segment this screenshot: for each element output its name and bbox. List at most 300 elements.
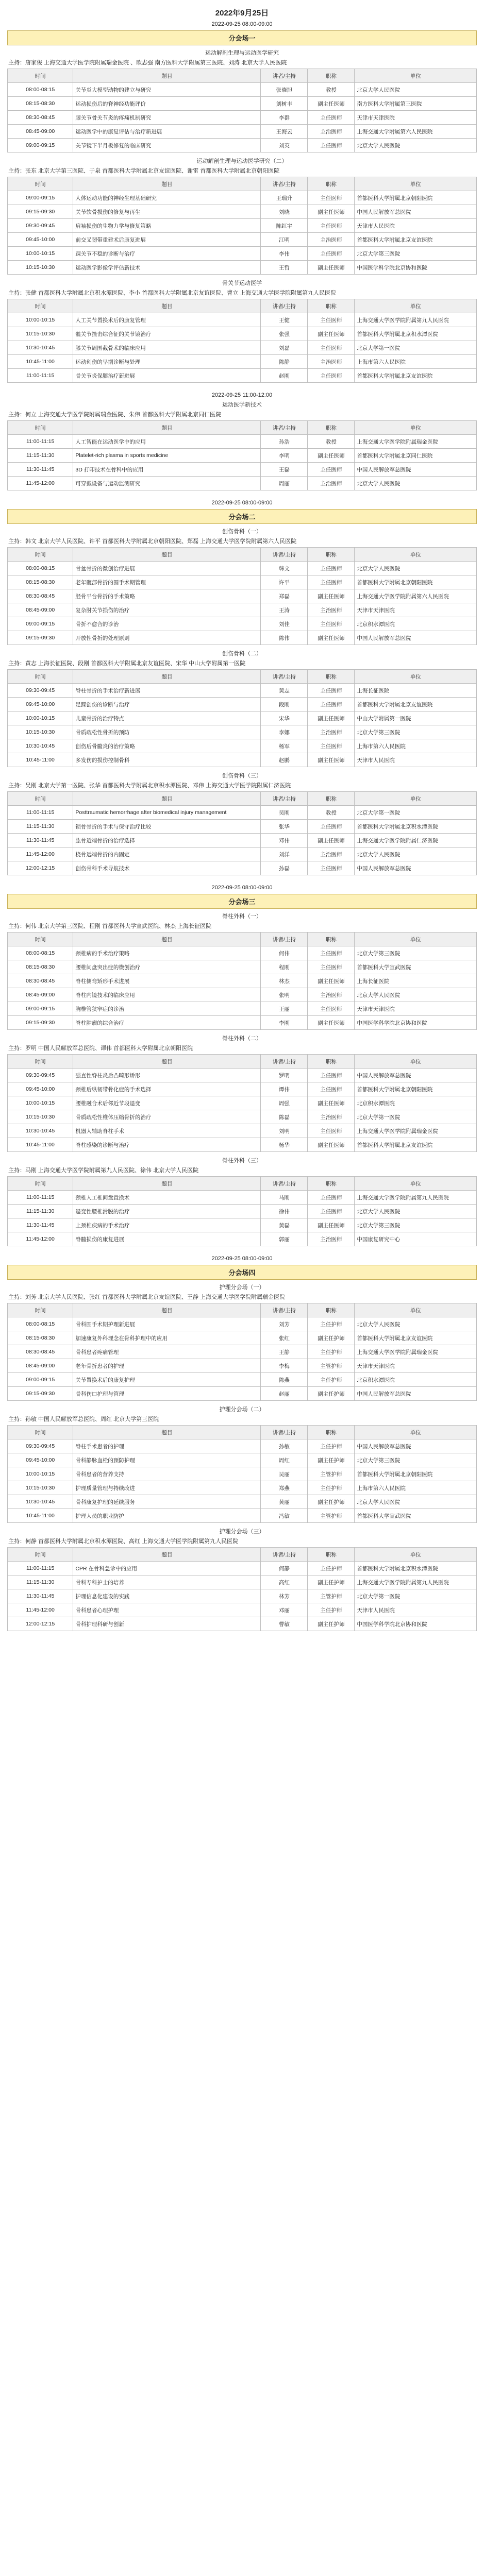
table-cell: 09:45-10:00: [8, 1082, 73, 1096]
table-row: [8, 477, 477, 490]
table-cell: 主任医师: [308, 369, 355, 383]
column-header: 题目: [73, 421, 261, 435]
table-row: [8, 1331, 477, 1345]
table-cell: 中国人民解放军总医院: [355, 1439, 477, 1453]
column-header: 讲者/主持: [261, 1548, 308, 1562]
block-gap: [7, 1249, 477, 1255]
column-header: 职称: [308, 1303, 355, 1317]
table-cell: 副主任护师: [308, 1387, 355, 1401]
table-cell: 中国医学科学院北京协和医院: [355, 261, 477, 275]
venue-band: 分会场二: [7, 509, 477, 524]
table-cell: 09:30-09:45: [8, 1439, 73, 1453]
table-cell: 罗明: [261, 1069, 308, 1082]
table-cell: 创伤后骨髓炎的治疗策略: [73, 739, 261, 753]
table-cell: 10:15-10:30: [8, 725, 73, 739]
table-cell: 主任护师: [308, 1317, 355, 1331]
table-row: [8, 631, 477, 645]
column-header: 单位: [355, 299, 477, 313]
table-cell: 黄丽: [261, 1495, 308, 1509]
table-row: [8, 341, 477, 355]
table-cell: 上海交通大学医学院附属仁济医院: [355, 834, 477, 848]
table-cell: 12:00-12:15: [8, 1617, 73, 1631]
column-header: 单位: [355, 69, 477, 83]
table-cell: 膝关节周围截骨术的临床应用: [73, 341, 261, 355]
table-cell: 中国人民解放军总医院: [355, 631, 477, 645]
table-cell: 主任医师: [308, 191, 355, 205]
table-cell: 关节软骨损伤的修复与再生: [73, 205, 261, 219]
session-section: [7, 526, 477, 645]
schedule-table: [7, 177, 477, 275]
table-cell: 主任医师: [308, 247, 355, 261]
column-header: 题目: [73, 1426, 261, 1439]
table-cell: 徐伟: [261, 1205, 308, 1218]
table-cell: 10:30-10:45: [8, 1495, 73, 1509]
table-cell: 主任护师: [308, 1562, 355, 1575]
table-cell: 副主任护师: [308, 1575, 355, 1589]
table-cell: 运动医学中的康复评估与治疗新进展: [73, 125, 261, 139]
table-cell: 李伟: [261, 247, 308, 261]
table-cell: 腰椎间盘突出症的微创治疗: [73, 960, 261, 974]
table-cell: 中国人民解放军总医院: [355, 1387, 477, 1401]
table-cell: 刘芳: [261, 1317, 308, 1331]
session-title: 护理分会场（三）: [219, 1529, 265, 1535]
table-cell: 骨科患者疼痛管理: [73, 1345, 261, 1359]
column-header: 时间: [8, 548, 73, 562]
table-row: [8, 988, 477, 1002]
session-title: 运动医学新技术: [222, 402, 262, 408]
column-header: 时间: [8, 1548, 73, 1562]
table-cell: 首都医科大学附属北京友谊医院: [355, 369, 477, 383]
table-cell: 天津市人民医院: [355, 1603, 477, 1617]
table-row: [8, 463, 477, 477]
table-cell: 08:15-08:30: [8, 960, 73, 974]
table-cell: 江明: [261, 233, 308, 247]
column-header: 讲者/主持: [261, 670, 308, 684]
table-cell: 副主任医师: [308, 1218, 355, 1232]
table-cell: 上海交通大学医学院附属第九人民医院: [355, 1575, 477, 1589]
table-cell: 骨科患者心理护理: [73, 1603, 261, 1617]
table-row: [8, 1138, 477, 1152]
table-cell: 主任护师: [308, 1373, 355, 1387]
table-cell: 孙磊: [261, 861, 308, 875]
table-cell: 10:15-10:30: [8, 261, 73, 275]
table-cell: 主任医师: [308, 960, 355, 974]
column-header: 时间: [8, 1426, 73, 1439]
table-cell: 北京大学人民医院: [355, 988, 477, 1002]
session-block: [7, 391, 477, 490]
table-cell: 主任医师: [308, 139, 355, 152]
table-cell: 首都医科大学附属北京朝阳医院: [355, 1082, 477, 1096]
session-section: [7, 911, 477, 1030]
table-cell: 韩文: [261, 562, 308, 575]
table-cell: 11:30-11:45: [8, 1218, 73, 1232]
table-row: [8, 946, 477, 960]
column-header: 职称: [308, 548, 355, 562]
table-row: [8, 1373, 477, 1387]
table-cell: 王涛: [261, 603, 308, 617]
table-cell: 人工关节置换术后的康复管理: [73, 313, 261, 327]
table-row: [8, 1589, 477, 1603]
table-cell: 运动创伤的早期诊断与处理: [73, 355, 261, 369]
table-cell: 11:30-11:45: [8, 834, 73, 848]
session-chair: 主持：孙敏 中国人民解放军总医院、周红 北京大学第三医院: [8, 1416, 159, 1422]
table-cell: 周丽: [261, 477, 308, 490]
table-cell: 主治医师: [308, 125, 355, 139]
column-header: 讲者/主持: [261, 792, 308, 806]
table-cell: 刘佳: [261, 617, 308, 631]
table-cell: 主任医师: [308, 684, 355, 698]
session-title: 脊柱外科（三）: [222, 1158, 262, 1164]
table-cell: 天津市人民医院: [355, 219, 477, 233]
table-cell: 首都医科大学宣武医院: [355, 960, 477, 974]
table-cell: 骨科静脉血栓的预防护理: [73, 1453, 261, 1467]
table-cell: 赵刚: [261, 369, 308, 383]
table-row: [8, 247, 477, 261]
table-cell: 北京大学第三医院: [355, 1453, 477, 1467]
table-cell: 邓伟: [261, 834, 308, 848]
table-cell: 冯敏: [261, 1509, 308, 1523]
session-chair: 主持：罗明 中国人民解放军总医院、谭伟 首都医科大学附属北京朝阳医院: [8, 1045, 193, 1052]
table-cell: 黄志: [261, 684, 308, 698]
table-cell: 锁骨骨折的手术与保守治疗比较: [73, 820, 261, 834]
table-cell: 主管护师: [308, 1467, 355, 1481]
session-chair: 主持：唐家俊 上海交通大学医学院附属瑞金医院 、欧志强 南方医科大学附属第三医院、刘涛 北京大学人民医院: [8, 60, 287, 66]
venue-band: 分会场一: [7, 30, 477, 45]
column-header: 讲者/主持: [261, 69, 308, 83]
table-row: [8, 1082, 477, 1096]
column-header: 时间: [8, 933, 73, 946]
table-cell: 首都医科大学附属北京同仁医院: [355, 449, 477, 463]
table-cell: 首都医科大学附属北京朝阳医院: [355, 191, 477, 205]
session-block: [7, 499, 477, 875]
table-cell: 运动医学影像学评估新技术: [73, 261, 261, 275]
table-cell: 踝关节不稳的诊断与治疗: [73, 247, 261, 261]
schedule-blocks: [7, 20, 477, 1639]
table-cell: 北京积水潭医院: [355, 1373, 477, 1387]
table-cell: 10:15-10:30: [8, 1110, 73, 1124]
table-cell: 北京大学第一医院: [355, 1589, 477, 1603]
session-chair: 主持：韩文 北京大学人民医院、许平 首都医科大学附属北京朝阳医院、郑磊 上海交通大学医学院附属第六人民医院: [8, 538, 297, 545]
table-header-row: [8, 299, 477, 313]
table-cell: 08:30-08:45: [8, 111, 73, 125]
table-cell: 李娜: [261, 725, 308, 739]
session-block: [7, 20, 477, 383]
table-cell: 王哲: [261, 261, 308, 275]
column-header: 讲者/主持: [261, 177, 308, 191]
table-cell: 09:00-09:15: [8, 617, 73, 631]
table-header-row: [8, 1426, 477, 1439]
table-row: [8, 1575, 477, 1589]
table-row: [8, 83, 477, 97]
table-cell: 骨折不愈合的诊治: [73, 617, 261, 631]
table-cell: 骨科患者的营养支持: [73, 1467, 261, 1481]
table-cell: 11:15-11:30: [8, 1575, 73, 1589]
session-section: [7, 1526, 477, 1631]
session-title: 创伤骨科（二）: [222, 651, 262, 657]
session-title: 运动解剖生理与运动医学研究（二）: [196, 158, 288, 164]
table-cell: 脊柱感染的诊断与治疗: [73, 1138, 261, 1152]
table-cell: 主任医师: [308, 463, 355, 477]
table-cell: 颈椎病的手术治疗策略: [73, 946, 261, 960]
table-row: [8, 1453, 477, 1467]
table-header-row: [8, 792, 477, 806]
table-cell: 郑磊: [261, 589, 308, 603]
column-header: 题目: [73, 1548, 261, 1562]
table-cell: 10:30-10:45: [8, 1124, 73, 1138]
table-cell: 主任医师: [308, 1082, 355, 1096]
table-cell: 主治医师: [308, 477, 355, 490]
table-row: [8, 848, 477, 861]
table-header-row: [8, 933, 477, 946]
session-section: [7, 399, 477, 490]
table-cell: 张红: [261, 1331, 308, 1345]
schedule-table: [7, 420, 477, 490]
session-title: 创伤骨科（一）: [222, 529, 262, 535]
table-row: [8, 449, 477, 463]
table-cell: 主管护师: [308, 1509, 355, 1523]
table-cell: 主任医师: [308, 1205, 355, 1218]
table-cell: 主任护师: [308, 1439, 355, 1453]
table-cell: 腰椎融合术后邻近节段退变: [73, 1096, 261, 1110]
table-cell: 副主任医师: [308, 261, 355, 275]
table-header-row: [8, 1177, 477, 1191]
table-cell: 09:15-09:30: [8, 205, 73, 219]
table-cell: 主任医师: [308, 341, 355, 355]
table-cell: 10:00-10:15: [8, 247, 73, 261]
schedule-table: [7, 1176, 477, 1246]
table-cell: 09:45-10:00: [8, 698, 73, 711]
table-row: [8, 139, 477, 152]
session-section: [7, 278, 477, 383]
table-cell: 开放性骨折的处理原则: [73, 631, 261, 645]
table-cell: 中国康复研究中心: [355, 1232, 477, 1246]
table-cell: 张晓旭: [261, 83, 308, 97]
table-cell: 首都医科大学附属北京朝阳医院: [355, 1467, 477, 1481]
column-header: 单位: [355, 1548, 477, 1562]
table-cell: 主任护师: [308, 1345, 355, 1359]
table-cell: 副主任医师: [308, 449, 355, 463]
column-header: 讲者/主持: [261, 299, 308, 313]
column-header: 时间: [8, 299, 73, 313]
column-header: 职称: [308, 792, 355, 806]
table-cell: 上海市第六人民医院: [355, 355, 477, 369]
schedule-table: [7, 932, 477, 1030]
schedule-table: [7, 669, 477, 767]
table-cell: 首都医科大学附属北京积水潭医院: [355, 327, 477, 341]
table-cell: 骨盆骨折的微创治疗进展: [73, 562, 261, 575]
table-cell: 08:45-09:00: [8, 603, 73, 617]
table-row: [8, 562, 477, 575]
table-cell: 王丽: [261, 1002, 308, 1016]
table-cell: 高红: [261, 1575, 308, 1589]
table-cell: 宋华: [261, 711, 308, 725]
table-cell: 08:00-08:15: [8, 1317, 73, 1331]
table-cell: 主治医师: [308, 1232, 355, 1246]
table-row: [8, 806, 477, 820]
table-cell: 关节炎大模型动物的建立与研究: [73, 83, 261, 97]
table-cell: 主任医师: [308, 698, 355, 711]
table-cell: 11:45-12:00: [8, 1603, 73, 1617]
column-header: 单位: [355, 421, 477, 435]
table-cell: 上海市第六人民医院: [355, 1481, 477, 1495]
column-header: 讲者/主持: [261, 1177, 308, 1191]
table-cell: 10:00-10:15: [8, 1467, 73, 1481]
column-header: 单位: [355, 792, 477, 806]
table-cell: 11:00-11:15: [8, 435, 73, 449]
column-header: 题目: [73, 548, 261, 562]
table-cell: 08:45-09:00: [8, 1359, 73, 1373]
table-cell: 主治医师: [308, 355, 355, 369]
table-cell: 上海交通大学医学院附属第九人民医院: [355, 313, 477, 327]
table-cell: 08:00-08:15: [8, 946, 73, 960]
table-cell: 首都医科大学附属北京积水潭医院: [355, 1562, 477, 1575]
table-cell: 上海交通大学医学院附属第九人民医院: [355, 1191, 477, 1205]
column-header: 单位: [355, 177, 477, 191]
table-cell: 副主任医师: [308, 711, 355, 725]
table-cell: 张明: [261, 988, 308, 1002]
table-cell: 首都医科大学附属北京友谊医院: [355, 1138, 477, 1152]
table-cell: 林杰: [261, 974, 308, 988]
table-cell: 脊柱侧弯矫形手术进展: [73, 974, 261, 988]
column-header: 职称: [308, 1055, 355, 1069]
session-title: 护理分会场（一）: [219, 1284, 265, 1291]
table-cell: 上海市第六人民医院: [355, 739, 477, 753]
session-section: [7, 1033, 477, 1152]
column-header: 题目: [73, 670, 261, 684]
table-cell: 黄磊: [261, 1218, 308, 1232]
table-cell: 脊髓损伤的康复进展: [73, 1232, 261, 1246]
table-cell: 王健: [261, 313, 308, 327]
table-cell: 08:45-09:00: [8, 988, 73, 1002]
table-cell: 许平: [261, 575, 308, 589]
table-cell: 强直性脊柱炎后凸畸形矫形: [73, 1069, 261, 1082]
table-cell: 颈椎后纵韧带骨化症的手术选择: [73, 1082, 261, 1096]
column-header: 题目: [73, 177, 261, 191]
table-cell: 11:30-11:45: [8, 1589, 73, 1603]
table-cell: 刘磊: [261, 341, 308, 355]
table-cell: 副主任医师: [308, 97, 355, 111]
column-header: 时间: [8, 1303, 73, 1317]
venue-band: 分会场四: [7, 1265, 477, 1280]
table-cell: 陈燕: [261, 1373, 308, 1387]
table-cell: 上海交通大学医学院附属第六人民医院: [355, 589, 477, 603]
table-cell: 09:30-09:45: [8, 684, 73, 698]
table-cell: 老年骨折患者的护理: [73, 1359, 261, 1373]
table-cell: 主任医师: [308, 562, 355, 575]
table-row: [8, 684, 477, 698]
table-cell: 脊柱内镜技术的临床应用: [73, 988, 261, 1002]
table-cell: 上颈椎疾病的手术治疗: [73, 1218, 261, 1232]
table-row: [8, 369, 477, 383]
table-row: [8, 1016, 477, 1030]
table-cell: 程刚: [261, 960, 308, 974]
table-cell: 08:15-08:30: [8, 575, 73, 589]
column-header: 时间: [8, 792, 73, 806]
table-cell: 首都医科大学附属北京友谊医院: [355, 698, 477, 711]
table-cell: 王海云: [261, 125, 308, 139]
table-cell: Platelet-rich plasma in sports medicine: [73, 449, 261, 463]
table-header-row: [8, 670, 477, 684]
table-row: [8, 1110, 477, 1124]
table-row: [8, 111, 477, 125]
table-row: [8, 1562, 477, 1575]
table-cell: 膝关节骨关节炎的疼痛机制研究: [73, 111, 261, 125]
table-cell: 北京积水潭医院: [355, 617, 477, 631]
table-cell: 08:15-08:30: [8, 97, 73, 111]
table-cell: 11:00-11:15: [8, 1191, 73, 1205]
table-cell: 天津市天津医院: [355, 111, 477, 125]
table-cell: 北京大学第三医院: [355, 725, 477, 739]
session-section: [7, 47, 477, 152]
table-cell: 副主任医师: [308, 974, 355, 988]
table-cell: 主任医师: [308, 1002, 355, 1016]
table-cell: 11:15-11:30: [8, 820, 73, 834]
table-cell: 主管护师: [308, 1589, 355, 1603]
table-header-row: [8, 1548, 477, 1562]
table-cell: 08:45-09:00: [8, 125, 73, 139]
table-cell: CPR 在骨科急诊中的应用: [73, 1562, 261, 1575]
table-cell: 北京大学人民医院: [355, 1205, 477, 1218]
table-row: [8, 1617, 477, 1631]
schedule-table: [7, 1303, 477, 1401]
table-cell: 主任医师: [308, 739, 355, 753]
table-cell: 林芳: [261, 1589, 308, 1603]
session-block: [7, 884, 477, 1246]
table-header-row: [8, 69, 477, 83]
column-header: 讲者/主持: [261, 1055, 308, 1069]
table-cell: 李刚: [261, 1016, 308, 1030]
table-cell: 骨质疏松性骨折的预防: [73, 725, 261, 739]
session-chair: 主持：何静 首都医科大学附属北京积水潭医院、高红 上海交通大学医学院附属第九人民医院: [8, 1538, 239, 1545]
table-cell: 10:00-10:15: [8, 711, 73, 725]
table-cell: 10:15-10:30: [8, 1481, 73, 1495]
table-cell: 北京大学人民医院: [355, 139, 477, 152]
table-cell: 陈磊: [261, 1110, 308, 1124]
schedule-table: [7, 1425, 477, 1523]
table-cell: 首都医科大学宣武医院: [355, 1509, 477, 1523]
table-cell: 何静: [261, 1562, 308, 1575]
table-row: [8, 1218, 477, 1232]
table-cell: 北京大学第三医院: [355, 946, 477, 960]
table-cell: 北京大学第一医院: [355, 806, 477, 820]
table-cell: 足踝创伤的诊断与治疗: [73, 698, 261, 711]
table-cell: 主任医师: [308, 946, 355, 960]
table-cell: 脊柱手术患者的护理: [73, 1439, 261, 1453]
session-title: 骨关节运动医学: [222, 280, 262, 286]
table-cell: 主任护师: [308, 1603, 355, 1617]
table-cell: 08:00-08:15: [8, 83, 73, 97]
table-row: [8, 1467, 477, 1481]
table-cell: 骨科围手术期护理新进展: [73, 1317, 261, 1331]
table-cell: 09:30-09:45: [8, 1069, 73, 1082]
column-header: 职称: [308, 299, 355, 313]
table-cell: 天津市天津医院: [355, 1359, 477, 1373]
table-cell: 何伟: [261, 946, 308, 960]
block-time: 2022-09-25 08:00-09:00: [211, 21, 273, 27]
table-cell: 上海长征医院: [355, 974, 477, 988]
table-row: [8, 617, 477, 631]
table-cell: 关节镜下半月板修复的临床研究: [73, 139, 261, 152]
table-cell: 主任医师: [308, 219, 355, 233]
session-title: 创伤骨科（三）: [222, 773, 262, 779]
session-chair: 主持：何伟 北京大学第三医院、程刚 首都医科大学宣武医院、林杰 上海长征医院: [8, 923, 212, 929]
block-gap: [7, 878, 477, 884]
table-cell: 张华: [261, 820, 308, 834]
table-cell: 11:30-11:45: [8, 463, 73, 477]
table-row: [8, 1345, 477, 1359]
table-cell: 中国人民解放军总医院: [355, 861, 477, 875]
table-cell: 主任医师: [308, 1124, 355, 1138]
